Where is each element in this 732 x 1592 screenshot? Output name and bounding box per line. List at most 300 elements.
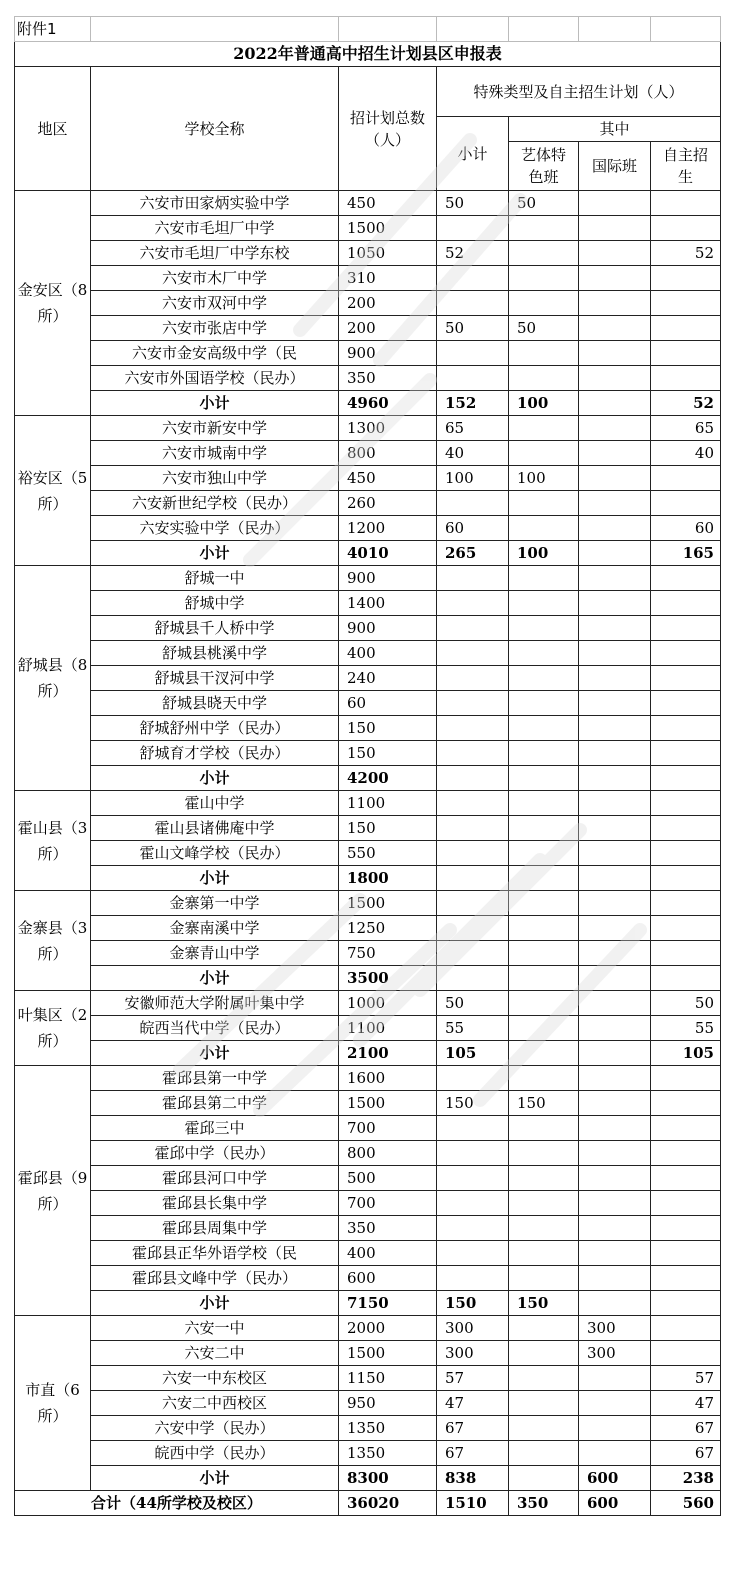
arts-cell xyxy=(509,341,579,366)
total-cell: 1300 xyxy=(339,416,437,441)
sub-cell xyxy=(437,291,509,316)
table-row xyxy=(15,1341,721,1366)
auto-cell: 67 xyxy=(651,1416,721,1441)
arts-cell xyxy=(509,591,579,616)
sub-cell: 150 xyxy=(437,1091,509,1116)
intl-cell xyxy=(579,216,651,241)
total-cell: 1250 xyxy=(339,916,437,941)
arts-cell: 50 xyxy=(509,316,579,341)
header-intl: 国际班 xyxy=(579,142,651,191)
arts-cell xyxy=(509,991,579,1016)
school-name-cell: 六安市城南中学 xyxy=(91,441,339,466)
school-name-cell: 舒城一中 xyxy=(91,566,339,591)
intl-cell xyxy=(579,241,651,266)
school-name-cell: 六安实验中学（民办） xyxy=(91,516,339,541)
subtotal-total-cell: 4010 xyxy=(339,541,437,566)
auto-cell xyxy=(651,1216,721,1241)
auto-cell xyxy=(651,1191,721,1216)
table-row xyxy=(15,1391,721,1416)
intl-cell xyxy=(579,1166,651,1191)
school-name-cell: 皖西中学（民办） xyxy=(91,1441,339,1466)
arts-cell xyxy=(509,716,579,741)
table-row xyxy=(15,791,721,816)
auto-cell xyxy=(651,941,721,966)
sub-cell: 300 xyxy=(437,1316,509,1341)
intl-cell xyxy=(579,1091,651,1116)
sub-cell: 67 xyxy=(437,1416,509,1441)
arts-cell xyxy=(509,416,579,441)
auto-cell xyxy=(651,666,721,691)
intl-cell xyxy=(579,616,651,641)
table-row xyxy=(15,1416,721,1441)
subtotal-total-cell: 4200 xyxy=(339,766,437,791)
arts-cell: 150 xyxy=(509,1091,579,1116)
table-row xyxy=(15,816,721,841)
auto-cell xyxy=(651,216,721,241)
region-cell: 舒城县（8所） xyxy=(15,566,91,791)
auto-cell: 67 xyxy=(651,1441,721,1466)
subtotal-auto-cell xyxy=(651,966,721,991)
arts-cell xyxy=(509,1116,579,1141)
school-name-cell: 舒城县桃溪中学 xyxy=(91,641,339,666)
total-cell: 1100 xyxy=(339,791,437,816)
subtotal-sub-cell: 838 xyxy=(437,1466,509,1491)
total-cell: 150 xyxy=(339,816,437,841)
subtotal-row xyxy=(15,1291,721,1316)
subtotal-row xyxy=(15,966,721,991)
grand-total-auto-cell: 560 xyxy=(651,1491,721,1516)
total-cell: 200 xyxy=(339,316,437,341)
school-name-cell: 安徽师范大学附属叶集中学 xyxy=(91,991,339,1016)
total-cell: 200 xyxy=(339,291,437,316)
school-name-cell: 霍邱县文峰中学（民办） xyxy=(91,1266,339,1291)
sub-cell: 100 xyxy=(437,466,509,491)
subtotal-sub-cell: 265 xyxy=(437,541,509,566)
arts-cell xyxy=(509,1216,579,1241)
table-row xyxy=(15,216,721,241)
sub-cell: 55 xyxy=(437,1016,509,1041)
school-name-cell: 六安中学（民办） xyxy=(91,1416,339,1441)
total-cell: 1050 xyxy=(339,241,437,266)
arts-cell xyxy=(509,366,579,391)
subtotal-auto-cell: 105 xyxy=(651,1041,721,1066)
arts-cell: 50 xyxy=(509,191,579,216)
intl-cell xyxy=(579,1441,651,1466)
school-name-cell: 六安市金安高级中学（民 xyxy=(91,341,339,366)
total-cell: 400 xyxy=(339,641,437,666)
table-row xyxy=(15,291,721,316)
arts-cell xyxy=(509,441,579,466)
intl-cell xyxy=(579,591,651,616)
table-row xyxy=(15,1316,721,1341)
sub-cell xyxy=(437,841,509,866)
subtotal-label: 小计 xyxy=(91,1041,339,1066)
arts-cell xyxy=(509,941,579,966)
region-cell: 裕安区（5所） xyxy=(15,416,91,566)
subtotal-arts-cell xyxy=(509,966,579,991)
note-row xyxy=(15,17,721,42)
arts-cell xyxy=(509,1241,579,1266)
table-row xyxy=(15,466,721,491)
header-total: 招计划总数（人） xyxy=(339,67,437,191)
sub-cell xyxy=(437,566,509,591)
sub-cell xyxy=(437,591,509,616)
subtotal-sub-cell: 152 xyxy=(437,391,509,416)
school-name-cell: 舒城中学 xyxy=(91,591,339,616)
intl-cell xyxy=(579,1266,651,1291)
intl-cell xyxy=(579,1141,651,1166)
sub-cell: 50 xyxy=(437,991,509,1016)
subtotal-total-cell: 4960 xyxy=(339,391,437,416)
table-row xyxy=(15,1066,721,1091)
arts-cell xyxy=(509,691,579,716)
sub-cell xyxy=(437,366,509,391)
sub-cell xyxy=(437,266,509,291)
school-name-cell: 六安市新安中学 xyxy=(91,416,339,441)
sub-cell: 52 xyxy=(437,241,509,266)
region-cell: 金安区（8所） xyxy=(15,191,91,416)
auto-cell: 50 xyxy=(651,991,721,1016)
table-row xyxy=(15,241,721,266)
arts-cell xyxy=(509,1366,579,1391)
subtotal-auto-cell: 52 xyxy=(651,391,721,416)
total-cell: 450 xyxy=(339,191,437,216)
subtotal-sub-cell xyxy=(437,766,509,791)
sub-cell xyxy=(437,666,509,691)
auto-cell xyxy=(651,566,721,591)
sub-cell xyxy=(437,1116,509,1141)
intl-cell xyxy=(579,891,651,916)
sub-cell xyxy=(437,716,509,741)
total-cell: 240 xyxy=(339,666,437,691)
intl-cell xyxy=(579,991,651,1016)
auto-cell xyxy=(651,191,721,216)
auto-cell xyxy=(651,741,721,766)
region-cell: 金寨县（3所） xyxy=(15,891,91,991)
table-row xyxy=(15,1116,721,1141)
subtotal-sub-cell xyxy=(437,866,509,891)
arts-cell xyxy=(509,1016,579,1041)
school-name-cell: 霍邱三中 xyxy=(91,1116,339,1141)
school-name-cell: 霍邱中学（民办） xyxy=(91,1141,339,1166)
intl-cell xyxy=(579,691,651,716)
school-name-cell: 霍邱县河口中学 xyxy=(91,1166,339,1191)
auto-cell xyxy=(651,891,721,916)
school-name-cell: 六安二中 xyxy=(91,1341,339,1366)
table-row xyxy=(15,516,721,541)
intl-cell xyxy=(579,1391,651,1416)
table-row xyxy=(15,1191,721,1216)
intl-cell xyxy=(579,1241,651,1266)
school-name-cell: 六安市双河中学 xyxy=(91,291,339,316)
table-row xyxy=(15,916,721,941)
intl-cell xyxy=(579,416,651,441)
grand-total-label: 合计（44所学校及校区） xyxy=(15,1491,339,1516)
school-name-cell: 六安新世纪学校（民办） xyxy=(91,491,339,516)
school-name-cell: 六安市独山中学 xyxy=(91,466,339,491)
header-subtotal: 小计 xyxy=(437,117,509,191)
table-row xyxy=(15,616,721,641)
auto-cell xyxy=(651,1166,721,1191)
school-name-cell: 六安市木厂中学 xyxy=(91,266,339,291)
auto-cell xyxy=(651,316,721,341)
school-name-cell: 霍邱县第一中学 xyxy=(91,1066,339,1091)
subtotal-total-cell: 8300 xyxy=(339,1466,437,1491)
intl-cell xyxy=(579,1216,651,1241)
auto-cell: 55 xyxy=(651,1016,721,1041)
intl-cell xyxy=(579,641,651,666)
total-cell: 500 xyxy=(339,1166,437,1191)
subtotal-auto-cell: 165 xyxy=(651,541,721,566)
school-name-cell: 六安二中西校区 xyxy=(91,1391,339,1416)
table-row xyxy=(15,716,721,741)
sub-cell xyxy=(437,941,509,966)
total-cell: 700 xyxy=(339,1116,437,1141)
intl-cell xyxy=(579,566,651,591)
table-row xyxy=(15,1366,721,1391)
header-arts: 艺体特色班 xyxy=(509,142,579,191)
total-cell: 1500 xyxy=(339,891,437,916)
arts-cell xyxy=(509,891,579,916)
subtotal-intl-cell xyxy=(579,1291,651,1316)
auto-cell xyxy=(651,491,721,516)
school-name-cell: 六安市张店中学 xyxy=(91,316,339,341)
total-cell: 900 xyxy=(339,566,437,591)
school-name-cell: 舒城县晓天中学 xyxy=(91,691,339,716)
table-row xyxy=(15,1441,721,1466)
sub-cell xyxy=(437,1141,509,1166)
table-row xyxy=(15,741,721,766)
intl-cell xyxy=(579,466,651,491)
total-cell: 260 xyxy=(339,491,437,516)
grand-total-intl-cell: 600 xyxy=(579,1491,651,1516)
sub-cell xyxy=(437,741,509,766)
subtotal-label: 小计 xyxy=(91,541,339,566)
total-cell: 700 xyxy=(339,1191,437,1216)
total-cell: 310 xyxy=(339,266,437,291)
subtotal-arts-cell xyxy=(509,766,579,791)
subtotal-row xyxy=(15,866,721,891)
total-cell: 750 xyxy=(339,941,437,966)
school-name-cell: 六安市田家炳实验中学 xyxy=(91,191,339,216)
intl-cell xyxy=(579,316,651,341)
sub-cell: 57 xyxy=(437,1366,509,1391)
attachment-label: 附件1 xyxy=(15,17,91,42)
school-name-cell: 皖西当代中学（民办） xyxy=(91,1016,339,1041)
table-row xyxy=(15,1216,721,1241)
intl-cell xyxy=(579,841,651,866)
table-row xyxy=(15,841,721,866)
arts-cell xyxy=(509,1441,579,1466)
auto-cell xyxy=(651,691,721,716)
sub-cell: 65 xyxy=(437,416,509,441)
auto-cell xyxy=(651,641,721,666)
total-cell: 150 xyxy=(339,716,437,741)
sub-cell: 40 xyxy=(437,441,509,466)
subtotal-row xyxy=(15,1466,721,1491)
auto-cell xyxy=(651,1316,721,1341)
table-row xyxy=(15,316,721,341)
arts-cell xyxy=(509,816,579,841)
subtotal-sub-cell: 150 xyxy=(437,1291,509,1316)
auto-cell xyxy=(651,1241,721,1266)
school-name-cell: 六安市毛坦厂中学东校 xyxy=(91,241,339,266)
arts-cell xyxy=(509,1316,579,1341)
school-name-cell: 六安一中 xyxy=(91,1316,339,1341)
intl-cell xyxy=(579,341,651,366)
auto-cell xyxy=(651,1266,721,1291)
subtotal-auto-cell xyxy=(651,866,721,891)
header-region: 地区 xyxy=(15,67,91,191)
school-name-cell: 六安市毛坦厂中学 xyxy=(91,216,339,241)
sub-cell: 50 xyxy=(437,316,509,341)
auto-cell xyxy=(651,591,721,616)
table-row xyxy=(15,1016,721,1041)
arts-cell xyxy=(509,666,579,691)
auto-cell xyxy=(651,616,721,641)
auto-cell xyxy=(651,341,721,366)
region-cell: 市直（6所） xyxy=(15,1316,91,1491)
intl-cell xyxy=(579,441,651,466)
subtotal-auto-cell xyxy=(651,766,721,791)
total-cell: 150 xyxy=(339,741,437,766)
sub-cell xyxy=(437,1266,509,1291)
auto-cell xyxy=(651,1141,721,1166)
subtotal-label: 小计 xyxy=(91,1291,339,1316)
arts-cell xyxy=(509,741,579,766)
intl-cell xyxy=(579,741,651,766)
auto-cell xyxy=(651,291,721,316)
region-cell: 叶集区（2所） xyxy=(15,991,91,1066)
arts-cell xyxy=(509,1141,579,1166)
total-cell: 1350 xyxy=(339,1416,437,1441)
auto-cell xyxy=(651,1091,721,1116)
school-name-cell: 霍山文峰学校（民办） xyxy=(91,841,339,866)
sub-cell xyxy=(437,1166,509,1191)
subtotal-intl-cell: 600 xyxy=(579,1466,651,1491)
header-school: 学校全称 xyxy=(91,67,339,191)
intl-cell xyxy=(579,491,651,516)
arts-cell xyxy=(509,566,579,591)
school-name-cell: 霍邱县正华外语学校（民 xyxy=(91,1241,339,1266)
total-cell: 1000 xyxy=(339,991,437,1016)
grand-total-row xyxy=(15,1491,721,1516)
auto-cell: 65 xyxy=(651,416,721,441)
school-name-cell: 舒城县千人桥中学 xyxy=(91,616,339,641)
sub-cell xyxy=(437,916,509,941)
subtotal-intl-cell xyxy=(579,966,651,991)
table-row xyxy=(15,1141,721,1166)
arts-cell xyxy=(509,641,579,666)
table-row xyxy=(15,641,721,666)
auto-cell xyxy=(651,1116,721,1141)
sub-cell: 60 xyxy=(437,516,509,541)
auto-cell: 52 xyxy=(651,241,721,266)
total-cell: 600 xyxy=(339,1266,437,1291)
total-cell: 2000 xyxy=(339,1316,437,1341)
intl-cell xyxy=(579,1066,651,1091)
total-cell: 1500 xyxy=(339,1091,437,1116)
total-cell: 900 xyxy=(339,341,437,366)
subtotal-intl-cell xyxy=(579,1041,651,1066)
arts-cell xyxy=(509,266,579,291)
header-special: 特殊类型及自主招生计划（人） xyxy=(437,67,721,117)
intl-cell xyxy=(579,191,651,216)
auto-cell xyxy=(651,466,721,491)
intl-cell xyxy=(579,1191,651,1216)
arts-cell xyxy=(509,791,579,816)
total-cell: 1350 xyxy=(339,1441,437,1466)
arts-cell xyxy=(509,1066,579,1091)
auto-cell xyxy=(651,266,721,291)
subtotal-intl-cell xyxy=(579,866,651,891)
subtotal-sub-cell xyxy=(437,966,509,991)
subtotal-arts-cell: 150 xyxy=(509,1291,579,1316)
auto-cell xyxy=(651,791,721,816)
table-row xyxy=(15,991,721,1016)
total-cell: 350 xyxy=(339,1216,437,1241)
school-name-cell: 霍山中学 xyxy=(91,791,339,816)
intl-cell xyxy=(579,1016,651,1041)
sub-cell xyxy=(437,641,509,666)
header-autonomous: 自主招生 xyxy=(651,142,721,191)
auto-cell xyxy=(651,1066,721,1091)
subtotal-sub-cell: 105 xyxy=(437,1041,509,1066)
sub-cell xyxy=(437,216,509,241)
table-row xyxy=(15,441,721,466)
school-name-cell: 霍邱县周集中学 xyxy=(91,1216,339,1241)
auto-cell: 57 xyxy=(651,1366,721,1391)
intl-cell xyxy=(579,516,651,541)
intl-cell xyxy=(579,266,651,291)
table-row xyxy=(15,891,721,916)
auto-cell xyxy=(651,716,721,741)
table-row xyxy=(15,416,721,441)
auto-cell xyxy=(651,366,721,391)
arts-cell xyxy=(509,1416,579,1441)
total-cell: 550 xyxy=(339,841,437,866)
arts-cell xyxy=(509,1341,579,1366)
table-row xyxy=(15,691,721,716)
intl-cell xyxy=(579,366,651,391)
region-cell: 霍山县（3所） xyxy=(15,791,91,891)
total-cell: 60 xyxy=(339,691,437,716)
total-cell: 1600 xyxy=(339,1066,437,1091)
total-cell: 1150 xyxy=(339,1366,437,1391)
school-name-cell: 六安一中东校区 xyxy=(91,1366,339,1391)
total-cell: 1500 xyxy=(339,1341,437,1366)
sub-cell: 50 xyxy=(437,191,509,216)
header-row-1 xyxy=(15,67,721,117)
subtotal-arts-cell xyxy=(509,1466,579,1491)
subtotal-label: 小计 xyxy=(91,966,339,991)
table-row xyxy=(15,341,721,366)
subtotal-auto-cell: 238 xyxy=(651,1466,721,1491)
auto-cell: 47 xyxy=(651,1391,721,1416)
grand-total-total-cell: 36020 xyxy=(339,1491,437,1516)
subtotal-auto-cell xyxy=(651,1291,721,1316)
sub-cell xyxy=(437,1241,509,1266)
arts-cell xyxy=(509,1191,579,1216)
auto-cell: 60 xyxy=(651,516,721,541)
subtotal-label: 小计 xyxy=(91,1466,339,1491)
sub-cell: 300 xyxy=(437,1341,509,1366)
school-name-cell: 舒城县干汊河中学 xyxy=(91,666,339,691)
total-cell: 400 xyxy=(339,1241,437,1266)
school-name-cell: 金寨第一中学 xyxy=(91,891,339,916)
sub-cell xyxy=(437,1066,509,1091)
region-cell: 霍邱县（9所） xyxy=(15,1066,91,1316)
